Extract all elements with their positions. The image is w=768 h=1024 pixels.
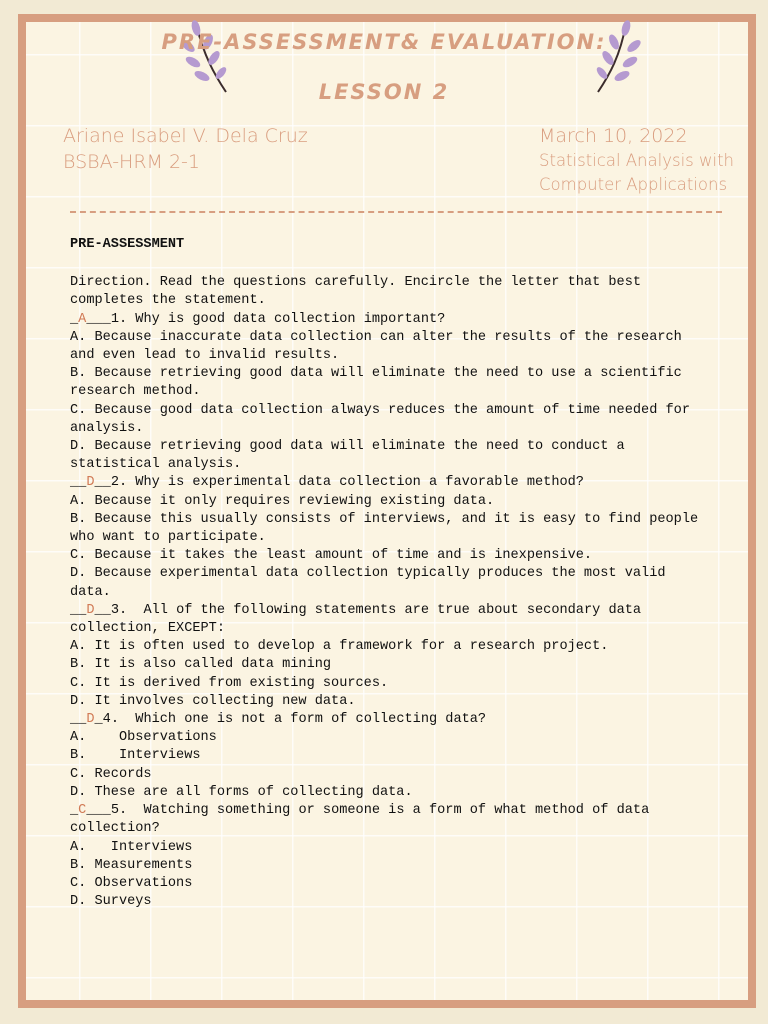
answer-letter: A	[78, 311, 87, 327]
option-d: D. It involves collecting new data.	[70, 693, 356, 709]
question-line	[70, 474, 710, 492]
question-line	[70, 802, 710, 838]
question-line	[70, 311, 710, 329]
option-b: B. Interviews	[70, 748, 201, 764]
option-a: A. It is often used to develop a framework for a research project.	[70, 639, 609, 655]
answer-suffix: ___	[86, 311, 111, 327]
question-block	[70, 711, 710, 802]
question-line	[70, 711, 710, 729]
option-a: A. Because inaccurate data collection can alter the results of the research and even lead to invalid results.	[70, 329, 690, 364]
question-text: 2. Why is experimental data collection a favorable method?	[110, 475, 584, 491]
lesson-title: LESSON 2	[318, 80, 450, 104]
question-block	[70, 802, 710, 911]
question-text: 3. All of the following statements are true about secondary data collection, EXCEPT:	[70, 602, 650, 637]
course-name-line1: Statistical Analysis with	[539, 151, 735, 170]
option-c: C. Because good data collection always reduces the amount of time needed for analysis.	[70, 402, 699, 436]
answer-prefix: _	[70, 311, 79, 327]
option-d: D. These are all forms of collecting data.	[70, 784, 413, 800]
question-block	[70, 602, 710, 711]
question-text: 4. Which one is not a form of collecting data?	[102, 712, 487, 728]
course-name-line2: Computer Applications	[539, 175, 728, 194]
answer-suffix: __	[94, 602, 111, 618]
answer-letter: D	[86, 475, 95, 491]
answer-prefix: __	[70, 712, 87, 728]
page-title: PRE-ASSESSMENT& EVALUATION:	[161, 30, 607, 54]
option-b: B. It is also called data mining	[70, 657, 332, 673]
question-line	[70, 602, 710, 638]
section-heading: PRE-ASSESSMENT	[70, 237, 185, 252]
student-section: BSBA-HRM 2-1	[63, 151, 200, 173]
option-d: D. Because experimental data collection typically produces the most valid data.	[70, 566, 674, 600]
answer-prefix: _	[70, 803, 79, 819]
option-b: B. Measurements	[70, 857, 193, 873]
option-d: D. Surveys	[70, 894, 152, 910]
question-text: 5. Watching something or someone is a form of what method of data collection?	[70, 803, 658, 837]
dashed-divider	[70, 211, 722, 213]
option-a: A. Interviews	[70, 839, 193, 855]
student-name: Ariane Isabel V. Dela Cruz	[63, 125, 308, 147]
question-block	[70, 474, 710, 601]
answer-suffix: _	[94, 712, 103, 728]
answer-suffix: ___	[86, 803, 111, 819]
option-c: C. It is derived from existing sources.	[70, 675, 389, 691]
directions-text: Direction. Read the questions carefully. Encircle the letter that best completes the statement.	[70, 275, 650, 309]
option-c: C. Observations	[70, 875, 193, 891]
question-text: 1. Why is good data collection important?	[110, 311, 446, 327]
question-block	[70, 311, 710, 475]
answer-letter: D	[86, 602, 95, 618]
option-a: A. Observations	[70, 730, 217, 746]
option-b: B. Because retrieving good data will eliminate the need to use a scientific research method.	[70, 366, 690, 400]
answer-prefix: __	[70, 475, 87, 491]
answer-suffix: __	[94, 475, 111, 491]
answer-letter: D	[86, 712, 95, 728]
option-a: A. Because it only requires reviewing existing data.	[70, 493, 495, 509]
document-date: March 10, 2022	[539, 125, 688, 147]
option-d: D. Because retrieving good data will eliminate the need to conduct a statistical analysis.	[70, 439, 633, 473]
option-c: C. Records	[70, 766, 152, 782]
option-c: C. Because it takes the least amount of time and is inexpensive.	[70, 548, 593, 564]
assessment-content	[70, 236, 710, 911]
option-b: B. Because this usually consists of interviews, and it is easy to find people who want to participate.	[70, 511, 707, 546]
spacer	[70, 254, 710, 274]
answer-prefix: __	[70, 602, 87, 618]
answer-letter: C	[78, 803, 87, 819]
